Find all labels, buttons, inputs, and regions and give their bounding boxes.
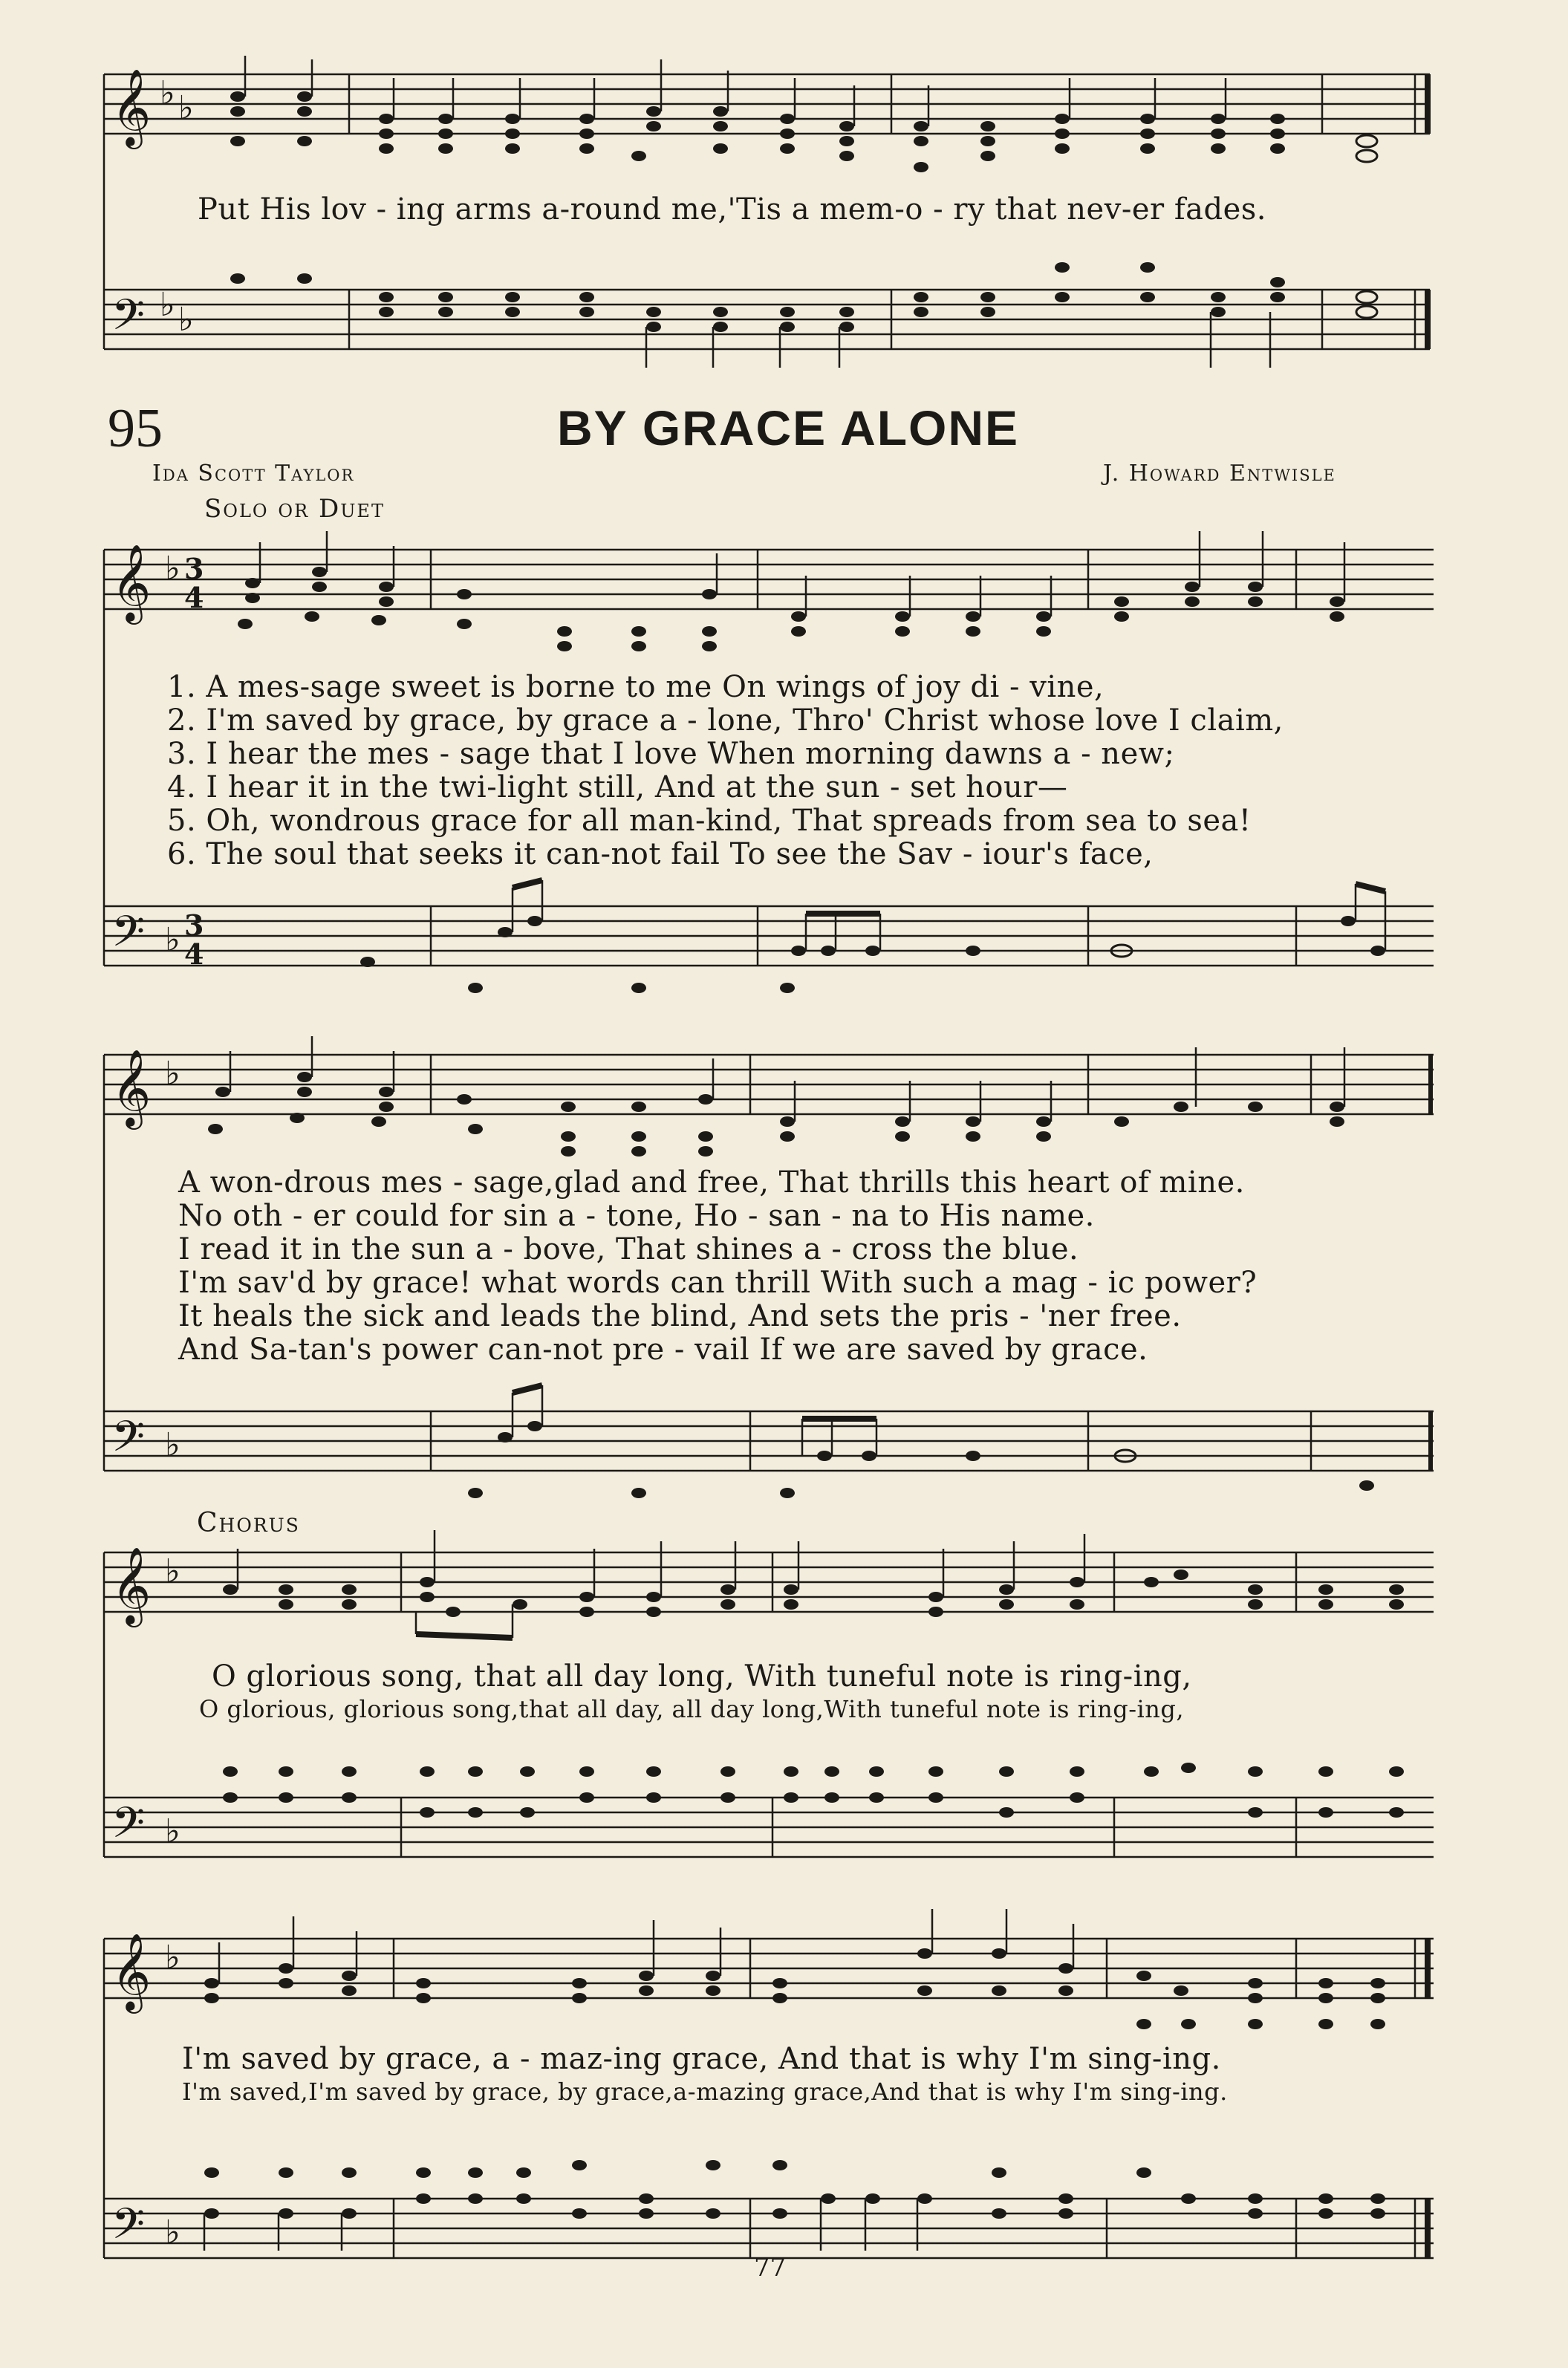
svg-text:3: 3 [184, 908, 204, 942]
hymn-author: Ida Scott Taylor [152, 461, 355, 487]
svg-text:♭: ♭ [160, 286, 175, 324]
verse-line-3: 3. I hear the mes - sage that I love When morning dawns a - new; [167, 737, 1175, 771]
verse-line-6: 6. The soul that seeks it can-not fail To see the Sav - iour's face, [167, 837, 1154, 871]
hymn-title: BY GRACE ALONE [557, 400, 1020, 455]
svg-text:4: 4 [184, 581, 204, 614]
verse-line-3b: I read it in the sun a - bove, That shines a - cross the blue. [178, 1232, 1079, 1266]
svg-text:𝄞: 𝄞 [111, 68, 152, 146]
svg-text:𝄢: 𝄢 [111, 906, 146, 967]
svg-text:♭: ♭ [178, 301, 194, 339]
verse-line-4b: I'm sav'd by grace! what words can thrill With such a mag - ic power? [178, 1266, 1258, 1300]
verse-line-2: 2. I'm saved by grace, by grace a - lone, Thro' Christ whose love I claim, [167, 703, 1284, 738]
svg-text:𝄞: 𝄞 [111, 544, 152, 622]
svg-text:𝄢: 𝄢 [111, 290, 146, 351]
hymn-composer: J. Howard Entwisle [1103, 461, 1336, 487]
svg-text:♭: ♭ [165, 921, 180, 959]
verse-line-5: 5. Oh, wondrous grace for all man-kind, That spreads from sea to sea! [167, 804, 1252, 838]
svg-text:♭: ♭ [160, 74, 175, 112]
chorus-label: Chorus [197, 1508, 300, 1538]
chorus-line-1-alto: O glorious, glorious song,that all day, all day long,With tuneful note is ring-ing, [199, 1695, 1185, 1723]
chorus-line-1: O glorious song, that all day long, With tuneful note is ring-ing, [212, 1659, 1192, 1694]
verse-line-4: 4. I hear it in the twi-light still, And at the sun - set hour— [167, 770, 1068, 804]
verse-line-6b: And Sa-tan's power can-not pre - vail If we are saved by grace. [178, 1333, 1148, 1367]
hymn-number: 95 [108, 398, 163, 459]
svg-text:♭: ♭ [165, 1552, 180, 1590]
svg-text:𝄢: 𝄢 [111, 1798, 146, 1858]
svg-text:4: 4 [184, 937, 204, 971]
svg-text:♭: ♭ [165, 2214, 180, 2251]
page-number: 77 [754, 2253, 787, 2283]
verse-line-5b: It heals the sick and leads the blind, And sets the pris - 'ner free. [178, 1299, 1182, 1333]
svg-text:3: 3 [184, 552, 204, 585]
verse-line-2b: No oth - er could for sin a - tone, Ho - san - na to His name. [178, 1199, 1095, 1233]
svg-text:𝄞: 𝄞 [111, 1546, 152, 1624]
svg-text:𝄢: 𝄢 [111, 2199, 146, 2260]
svg-text:♭: ♭ [165, 1426, 180, 1464]
svg-text:♭: ♭ [165, 1055, 180, 1093]
chorus-line-2-alto: I'm saved,I'm saved by grace, by grace,a-mazing grace,And that is why I'm sing-ing. [182, 2078, 1228, 2106]
verse-line-1: 1. A mes-sage sweet is borne to me On wings of joy di - vine, [167, 670, 1105, 704]
svg-text:♭: ♭ [165, 550, 180, 588]
svg-text:𝄞: 𝄞 [111, 1049, 152, 1127]
verse-line-1b: A won-drous mes - sage,glad and free, That thrills this heart of mine. [178, 1165, 1245, 1200]
svg-text:♭: ♭ [178, 89, 194, 127]
svg-text:𝄞: 𝄞 [111, 1933, 152, 2011]
svg-text:♭: ♭ [165, 1939, 180, 1977]
performance-note: Solo or Duet [204, 494, 385, 524]
chorus-line-2: I'm saved by grace, a - maz-ing grace, And that is why I'm sing-ing. [182, 2042, 1221, 2076]
previous-hymn-lyric: Put His lov - ing arms a-round me,'Tis a mem-o - ry that nev-er fades. [198, 192, 1267, 227]
svg-text:♭: ♭ [165, 1812, 180, 1850]
svg-text:𝄢: 𝄢 [111, 1411, 146, 1472]
